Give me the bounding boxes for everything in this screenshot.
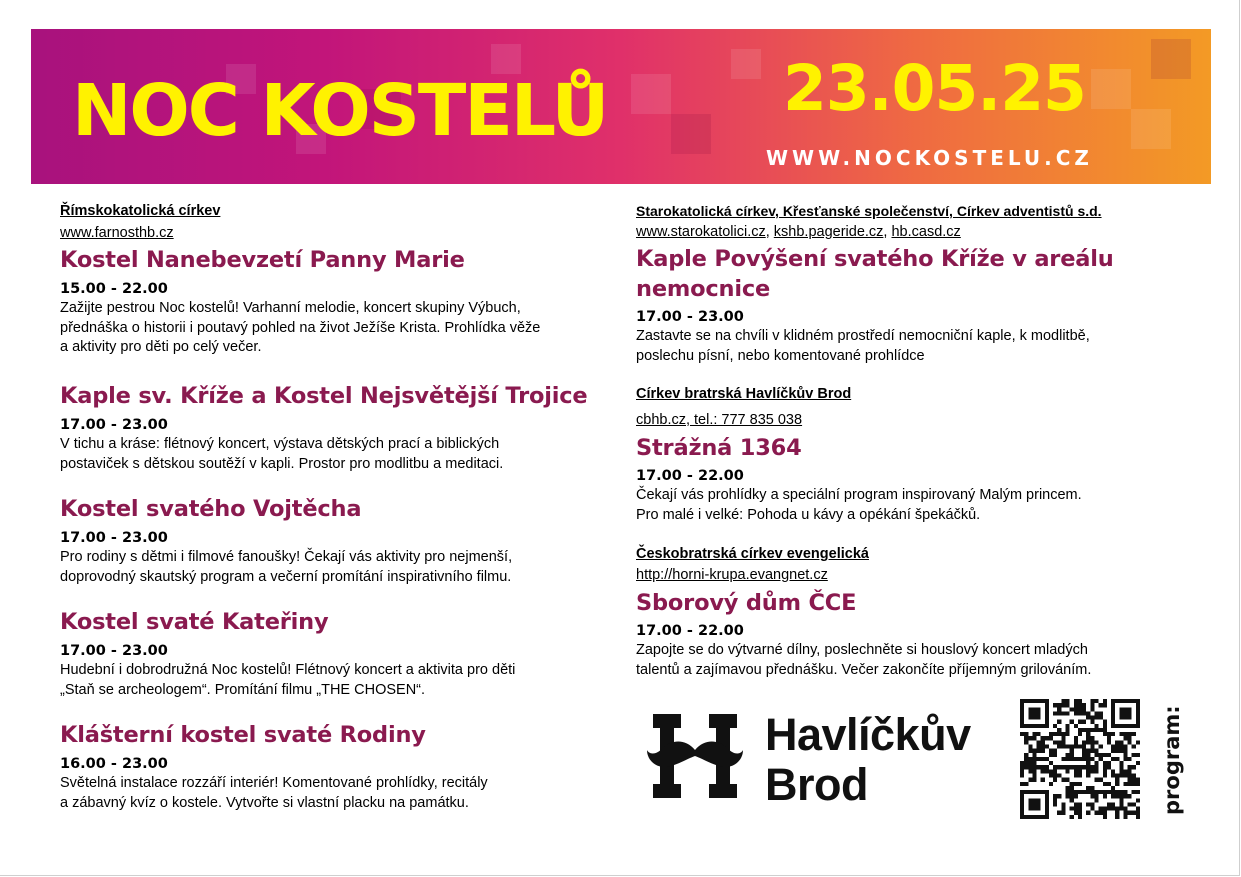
event-description: V tichu a kráse: flétnový koncert, výstava dětských prací a biblických postaviček s dětskou soutěží v kapli. Prostor pro modlitbu a meditaci. (60, 436, 504, 472)
event-title: Kostel svatého Vojtěcha (60, 496, 362, 522)
link-separator: , (765, 224, 774, 240)
event-title: Kostel svaté Kateřiny (60, 609, 329, 635)
event-time: 17.00 - 23.00 (636, 309, 744, 325)
org-link-evangnet[interactable]: http://horni-krupa.evangnet.cz (636, 567, 828, 583)
org-link-kshb[interactable]: kshb.pageride.cz (773, 224, 884, 240)
event-time: 17.00 - 22.00 (636, 623, 744, 639)
event-title: Kaple Povýšení svatého Kříže v areálu (636, 246, 1114, 272)
havlickuv-brod-logo (645, 700, 1005, 810)
event-description: Zapojte se do výtvarné dílny, poslechněte si houslový koncert mladých talentů a zajímavou přednášku. Večer zakončíte příjemným grilováním. (636, 642, 1092, 678)
event-time: 17.00 - 23.00 (60, 417, 168, 433)
event-time: 15.00 - 22.00 (60, 281, 168, 297)
event-time: 17.00 - 23.00 (60, 643, 168, 659)
org-link-casd[interactable]: hb.casd.cz (891, 224, 961, 240)
event-time: 17.00 - 22.00 (636, 468, 744, 484)
org-heading-starokatolicka: Starokatolická církev, Křesťanské společenství, Církev adventistů s.d. (636, 203, 1102, 219)
event-title-line2: nemocnice (636, 276, 771, 302)
event-title: Sborový dům ČCE (636, 590, 857, 616)
event-title: Strážná 1364 (636, 435, 802, 461)
org-heading-cirkev-bratrska: Církev bratrská Havlíčkův Brod (636, 386, 852, 402)
logo-text: Havlíčkův Brod (765, 709, 971, 810)
header-banner (31, 29, 1211, 184)
org-heading-rimskokatolicka: Římskokatolická církev (60, 203, 221, 219)
event-description: Světelná instalace rozzáří interiér! Komentované prohlídky, recitály a zábavný kvíz o kostele. Vytvořte si vlastní placku na památku. (60, 775, 488, 811)
event-time: 17.00 - 23.00 (60, 530, 168, 546)
banner-url[interactable]: WWW.NOCKOSTELU.CZ (766, 146, 1093, 170)
org-link-starokatolici[interactable]: www.starokatolici.cz (636, 224, 766, 240)
event-description: Čekají vás prohlídky a speciální program inspirovaný Malým princem. Pro malé i velké: Pohoda u kávy a opékání špekáčků. (636, 487, 1082, 523)
banner-date: 23.05.25 (783, 52, 1086, 125)
event-description: Zastavte se na chvíli v klidném prostředí nemocniční kaple, k modlitbě, poslechu písní, nebo komentované prohlídce (636, 328, 1090, 364)
event-description: Hudební i dobrodružná Noc kostelů! Flétnový koncert a aktivita pro děti „Staň se archeologem“. Promítání filmu „THE CHOSEN“. (60, 662, 516, 698)
org-contact-cbhb[interactable]: cbhb.cz, tel.: 777 835 038 (636, 412, 803, 428)
event-title: Kaple sv. Kříže a Kostel Nejsvětější Trojice (60, 383, 588, 409)
event-time: 16.00 - 23.00 (60, 756, 168, 772)
link-separator: , (883, 224, 892, 240)
org-heading-ceskobratrska: Českobratrská církev evengelická (636, 546, 869, 562)
event-description: Zažijte pestrou Noc kostelů! Varhanní melodie, koncert skupiny Výbuch, přednáška o historii i poutavý pohled na život Ježíše Krista. Prohlídka věže a aktivity pro děti po celý večer. (60, 300, 541, 355)
org-link-farnosthb[interactable]: www.farnosthb.cz (60, 225, 174, 241)
banner-title: NOC KOSTELŮ (72, 69, 608, 152)
qr-code-icon[interactable] (1020, 699, 1140, 819)
org-links (636, 224, 961, 240)
event-title: Kostel Nanebevzetí Panny Marie (60, 247, 465, 273)
program-label: program: (1160, 705, 1184, 815)
havlickuv-brod-h-mustache-logo-icon (645, 706, 745, 806)
event-description: Pro rodiny s dětmi i filmové fanoušky! Čekají vás aktivity pro nejmenší, doprovodný skautský program a večerní promítání inspirativního filmu. (60, 549, 513, 585)
event-title: Klášterní kostel svaté Rodiny (60, 722, 426, 748)
